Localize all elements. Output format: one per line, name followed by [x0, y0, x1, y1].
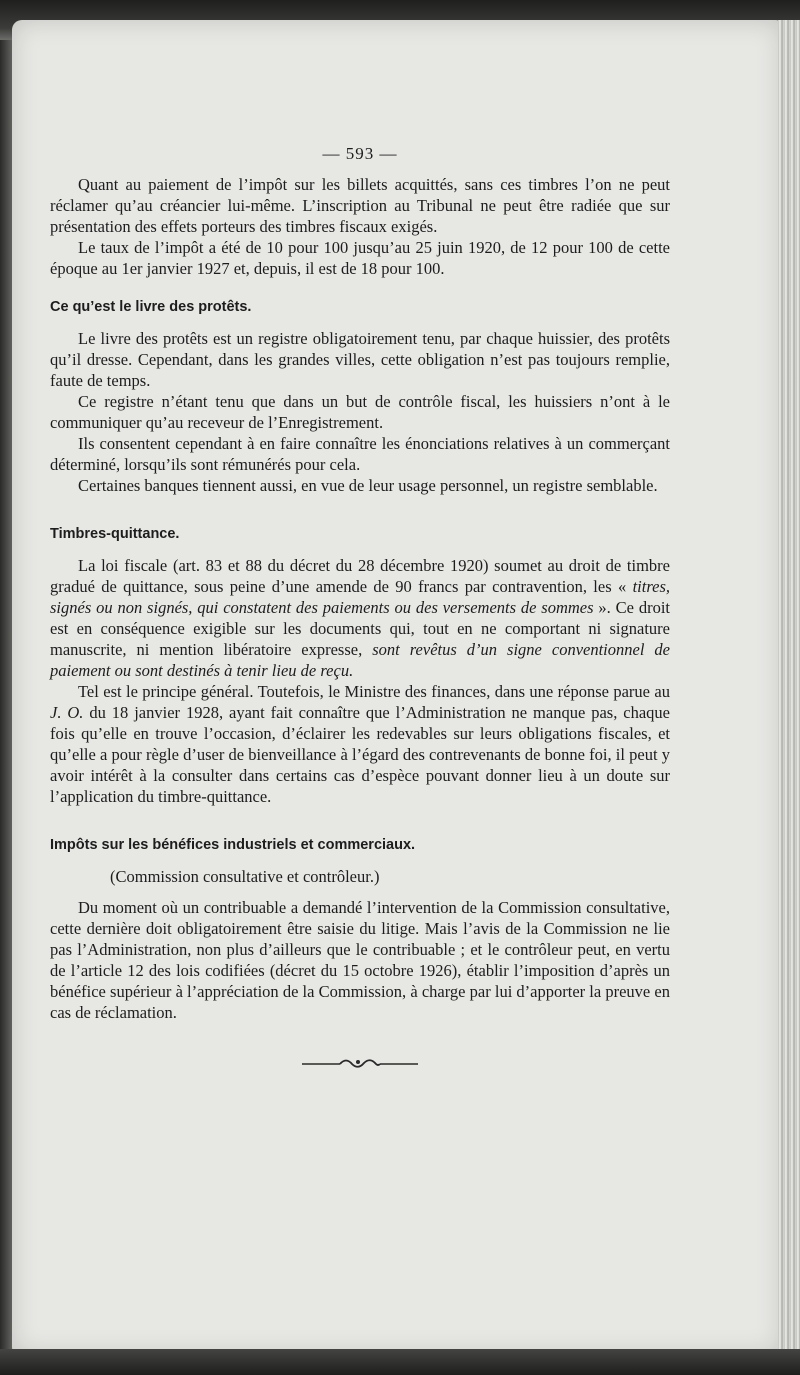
page-number: — 593 —: [322, 144, 398, 163]
paragraph-protets-3: Ils consentent cependant à en faire connaître les énonciations relatives à un commerçant déterminé, lorsqu’ils sont rémunérés pour cela.: [50, 434, 670, 474]
scan-bottom-border: [0, 1349, 800, 1375]
text-run: du 18 janvier 1928, ayant fait connaître que l’Administration ne manque pas, chaque fois qu’elle en trouve l’occasion, d’éclairer les redevables sur leurs obligations fiscales, et qu’elle a pour règle d’user de bienveillance à l’égard des contrevenants de bonne foi, il peut y avoir intérêt à la consulter dans certains cas d’espèce pouvant donner lieu à un doute sur l’application du timbre-quittance.: [50, 703, 670, 806]
heading-livre-protets: Ce qu’est le livre des protêts.: [50, 299, 252, 315]
paragraph-intro-1: Quant au paiement de l’impôt sur les billets acquittés, sans ces timbres l’on ne peut réclamer qu’au créancier lui-même. L’inscription au Tribunal ne peut être radiée que sur présentation des effets porteurs des timbres fiscaux exigés.: [50, 175, 670, 236]
ornament-icon: [300, 1055, 420, 1071]
italic-quote: titres, signés ou non signés, qui constatent des paiements ou des versements de sommes: [50, 577, 670, 617]
paragraph-impots: Du moment où un contribuable a demandé l’intervention de la Commission consultative, cette dernière doit obligatoirement être saisie du litige. Mais l’avis de la Commission ne lie pas l’Administration, non plus d’ailleurs que le contribuable ; et le contrôleur peut, en vertu de l’article 12 des lois codifiées (décret du 15 octobre 1926), établir l’imposition d’après un bénéfice supérieur à l’appréciation de la Commission, à charge par lui d’apporter la preuve en cas de réclamation.: [50, 898, 670, 1022]
heading-timbres-quittance: Timbres-quittance.: [50, 526, 180, 542]
italic-phrase: sont revêtus d’un signe conventionnel de paiement ou sont destinés à tenir lieu de reçu.: [50, 640, 671, 680]
page-stack-edge: [778, 20, 800, 1360]
paragraph-protets-2: Ce registre n’étant tenu que dans un but de contrôle fiscal, les huissiers n’ont à le communiquer qu’au receveur de l’Enregistrement.: [50, 392, 670, 432]
paragraph-timbres-2: [50, 681, 670, 807]
page-content: [50, 125, 670, 1071]
subheading-commission: (Commission consultative et contrôleur.): [110, 867, 380, 886]
paragraph-protets-1: Le livre des protêts est un registre obligatoirement tenu, par chaque huissier, des protêts qu’il dresse. Cependant, dans les grandes villes, cette obligation n’est pas toujours remplie, faute de temps.: [50, 329, 670, 390]
paragraph-protets-4: Certaines banques tiennent aussi, en vue de leur usage personnel, un registre semblable.: [78, 476, 658, 495]
text-run: La loi fiscale (art. 83 et 88 du décret du 28 décembre 1920) soumet au droit de timbre gradué de quittance, sous peine d’une amende de 90 francs par contravention, les «: [50, 556, 670, 596]
heading-impots-benefices: Impôts sur les bénéfices industriels et commerciaux.: [50, 837, 416, 853]
text-run: Tel est le principe général. Toutefois, le Ministre des finances, dans une réponse parue au: [78, 682, 670, 701]
italic-journal: J. O.: [50, 703, 84, 722]
text-run: ». Ce droit est en conséquence exigible sur les documents qui, tout en ne comportant ni signature manuscrite, ni mention libératoire expresse,: [50, 598, 670, 659]
paragraph-timbres-1: [50, 555, 670, 681]
paragraph-intro-2: Le taux de l’impôt a été de 10 pour 100 jusqu’au 25 juin 1920, de 12 pour 100 de cette époque au 1er janvier 1927 et, depuis, il est de 18 pour 100.: [50, 238, 670, 278]
